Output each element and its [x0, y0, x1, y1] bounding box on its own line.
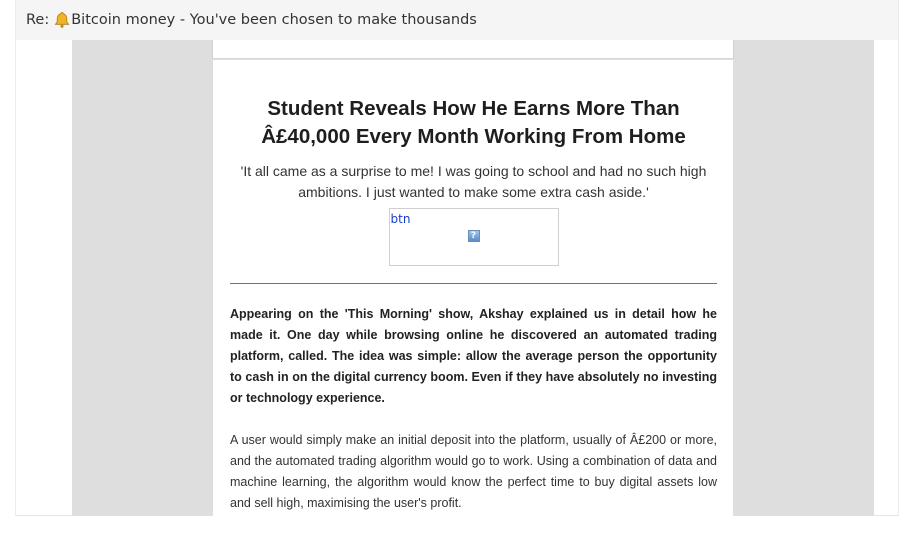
broken-image-icon: ?: [468, 230, 480, 242]
email-subject-bar: [16, 0, 898, 40]
article-headline: Student Reveals How He Earns More Than Â£40,000 Every Month Working From Home: [261, 97, 686, 148]
bell-icon: [53, 11, 71, 29]
red-divider: [230, 283, 717, 284]
cta-button-image[interactable]: [389, 208, 559, 266]
button-alt-text[interactable]: btn: [390, 212, 411, 226]
body-paragraph: A user would simply make an initial deposit into the platform, usually of Â£200 or more, and the automated trading algorithm would go to work. Using a combination of data and machine learning, the algorithm would know the perfect time to buy digital assets low and sell high, maximising the user's profit.: [230, 433, 717, 510]
subject-text: Bitcoin money - You've been chosen to make thousands: [71, 12, 477, 28]
email-body: [72, 40, 874, 516]
email-window: [15, 0, 899, 516]
subject-prefix: Re:: [26, 12, 50, 28]
lead-paragraph: Appearing on the 'This Morning' show, Akshay explained us in detail how he made it. One day while browsing online he discovered an automated trading platform, called. The idea was simple: allow the average person the opportunity to cash in on the digital currency boom. Even if they have absolutely no investing or technology experience.: [230, 307, 717, 405]
article-content: [213, 60, 733, 516]
article-quote: 'It all came as a surprise to me! I was going to school and had no such high ambitions. I just wanted to make some extra cash aside.': [240, 163, 707, 200]
header-strip: [212, 40, 734, 59]
